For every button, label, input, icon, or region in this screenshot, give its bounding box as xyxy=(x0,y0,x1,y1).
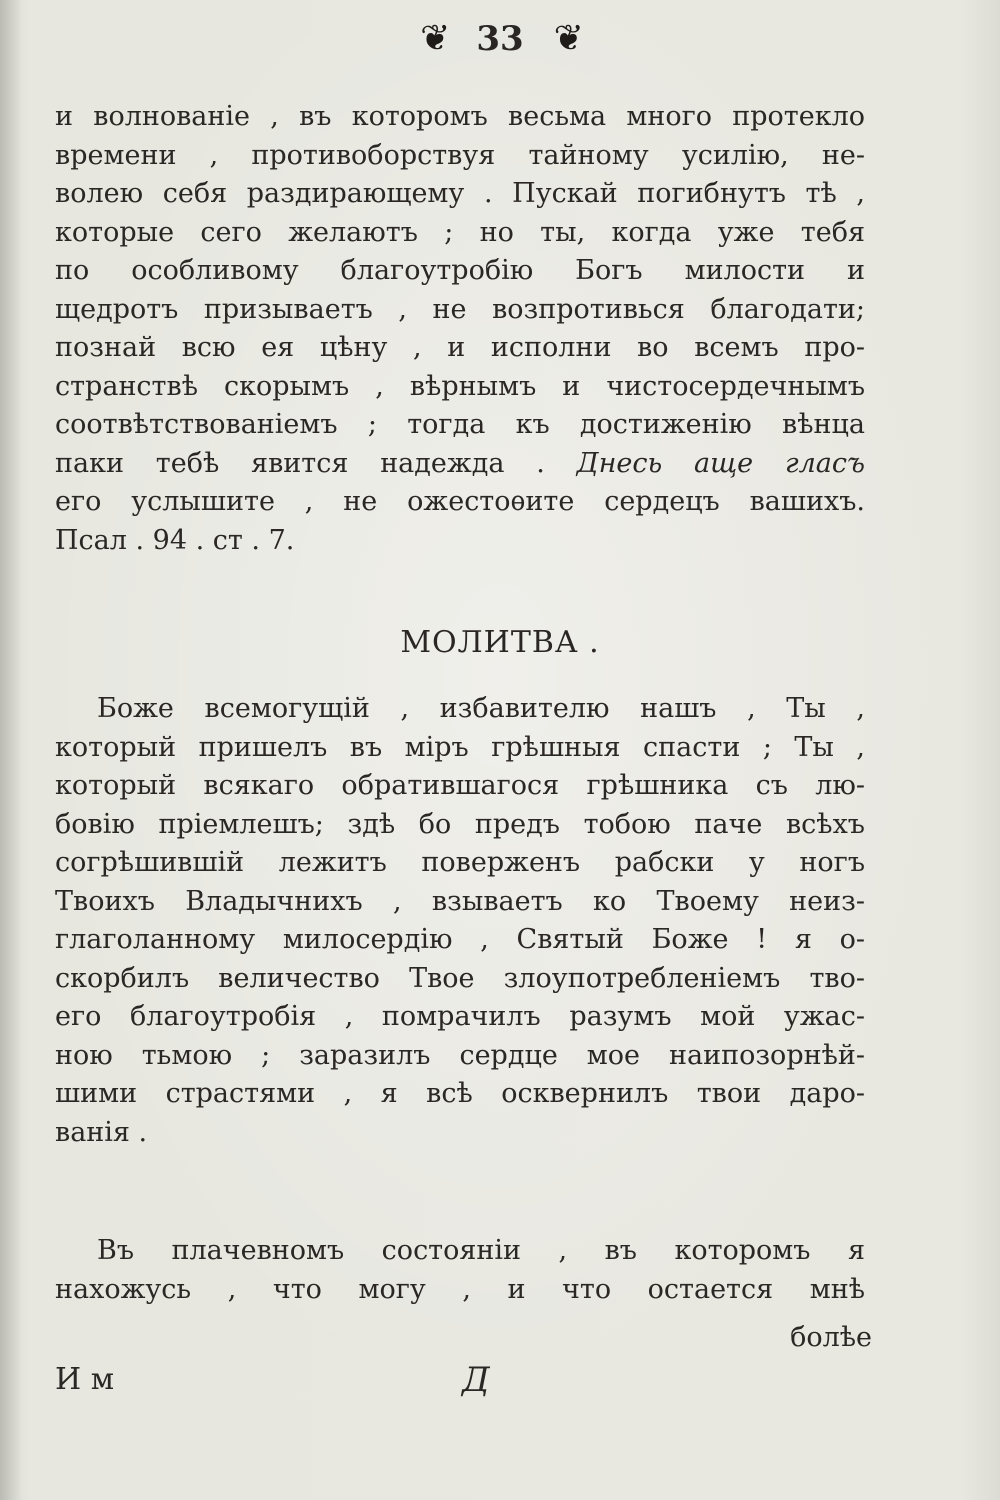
text-line-mixed xyxy=(55,445,865,484)
text-line: времени , противоборствуя тайному усилію, не- xyxy=(55,139,865,171)
text-line: ною тьмою ; заразилъ сердце мое наипозорнѣй- xyxy=(55,1039,865,1071)
text-line: который пришелъ въ міръ грѣшныя спасти ; Ты , xyxy=(55,731,865,763)
signature-letter: Д xyxy=(462,1360,490,1400)
section-heading: МОЛИТВА . xyxy=(400,625,600,660)
text-line: по особливому благоутробію Богъ милости и xyxy=(55,255,865,286)
scripture-reference: Псал . 94 . ст . 7. xyxy=(55,524,295,556)
text-line: щедротъ призываетъ , не возпротивься благодати; xyxy=(55,293,865,325)
text-line: Боже всемогущій , избавителю нашъ , Ты , xyxy=(97,693,865,724)
text-line: глаголанному милосердію , Святый Боже ! я о- xyxy=(55,924,865,955)
text-line: странствѣ скорымъ , вѣрнымъ и чистосердечнымъ xyxy=(55,370,865,402)
text-line: скорбилъ величество Твое злоупотребленіемъ тво- xyxy=(55,962,865,994)
text-line: который всякаго обратившагося грѣшника съ лю- xyxy=(55,770,865,801)
text-line: соотвѣтствованіемъ ; тогда къ достиженію вѣнца xyxy=(55,409,865,440)
scripture-quote-line: его услышите , не ожестоѳите сердецъ вашихъ. xyxy=(55,486,865,517)
text-line: согрѣшившій лежитъ поверженъ рабски у ногъ xyxy=(55,847,865,878)
text-line: Въ плачевномъ состояніи , въ которомъ я xyxy=(97,1235,865,1266)
text-line: бовію пріемлешъ; здѣ бо предъ тобою паче всѣхъ xyxy=(55,808,865,840)
paragraph-3 xyxy=(55,1232,865,1309)
page-header xyxy=(0,18,1000,68)
catchword: болѣе xyxy=(790,1322,872,1353)
text-line: его благоутробія , помрачилъ разумъ мой ужас- xyxy=(55,1001,865,1032)
text-line: и волнованіе , въ которомъ весьма много протекло xyxy=(55,101,865,132)
text-line: нахожусь , что могу , и что остается мнѣ xyxy=(55,1273,865,1305)
scripture-quote-start: Днесь аще гласъ xyxy=(576,447,865,479)
paragraph-1 xyxy=(55,98,865,560)
text-line: которые сего желаютъ ; но ты, когда уже тебя xyxy=(55,216,865,248)
ornament-left-icon: ❦ xyxy=(420,18,447,59)
page-gutter-shadow xyxy=(0,0,22,1500)
text-line: ванія . xyxy=(55,1116,148,1148)
text-segment: паки тебѣ явится надежда . xyxy=(55,447,545,479)
text-line: шими страстями , я всѣ осквернилъ твои даро- xyxy=(55,1078,865,1109)
page-number: 33 xyxy=(476,18,524,59)
paragraph-2 xyxy=(55,690,865,1152)
text-line: Твоихъ Владычнихъ , взываетъ ко Твоему неиз- xyxy=(55,885,865,917)
ornament-right-icon: ❦ xyxy=(553,18,580,59)
text-line: познай всю ея цѣну , и исполни во всемъ про- xyxy=(55,332,865,363)
text-line: волею себя раздирающему . Пускай погибнутъ тѣ , xyxy=(55,178,865,209)
printer-signature: И м xyxy=(55,1362,115,1397)
